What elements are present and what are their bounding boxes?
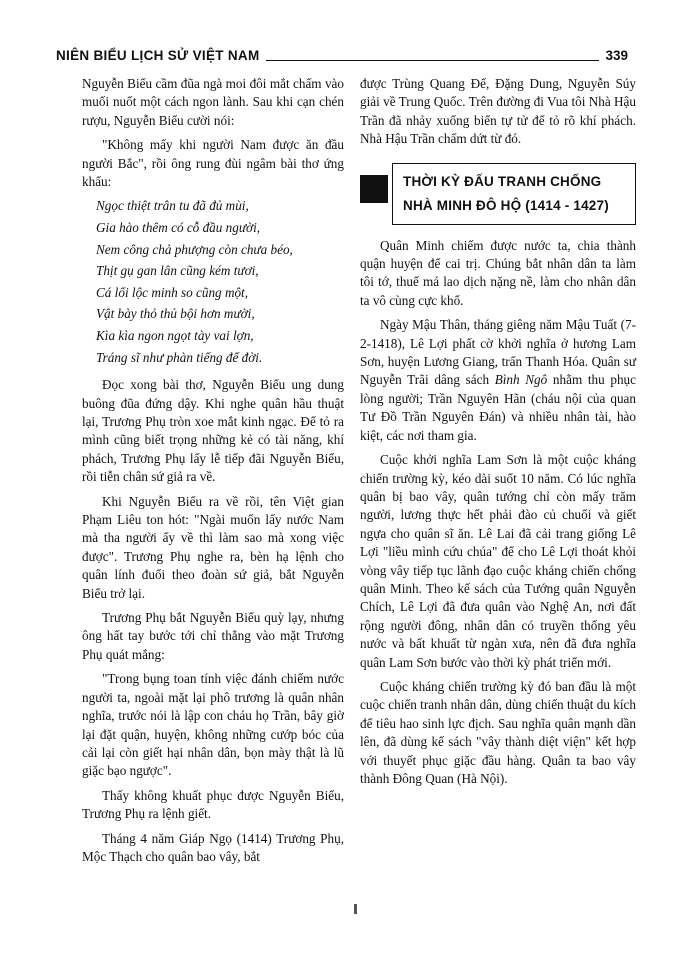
quotation: "Trong bụng toan tính việc đánh chiếm nước người ta, ngoài mặt lại phô trương là quân nhân nghĩa, trước nói là lập con cháu họ Trần, bây giờ lại đặt quận, huyện, không những cướp bóc của cải lại còn giết hại nhân dân, bọn mày thật là lũ giặc bạo ngược". xyxy=(82,671,344,779)
book-title: Bình Ngô xyxy=(494,372,548,388)
page-number: 339 xyxy=(605,48,628,63)
paragraph: Trương Phụ bắt Nguyễn Biểu quỳ lạy, nhưng ông hất tay bước tới chỉ thẳng vào mặt Trương Phụ quát mắng: xyxy=(82,610,344,662)
section-heading xyxy=(360,163,636,229)
paragraph xyxy=(360,316,636,445)
paragraph: Cuộc khởi nghĩa Lam Sơn là một cuộc kháng chiến trường kỳ, kéo dài suốt 10 năm. Có lúc nghĩa quân bị bao vây, quân tướng chỉ còn mấy trăm người, lương thực hết phải đào củ chuối và giết ngựa cho quân sĩ ăn. Lê Lai đã cải trang giống Lê Lợi "liều mình cứu chúa" để cho Lê Lợi thoát khỏi vòng vây tiếp tục lãnh đạo cuộc kháng chiến chống quân Minh. Theo kế sách của Tướng quân Nguyễn Chích, Lê Lợi đã đưa quân vào Nghệ An, nơi đất rộng người đông, nhân dân có truyền thống yêu nước và bất khuất từ ngàn xưa, nên đã đưa nghĩa quân Lam Sơn bước vào thời kỳ phát triển mới. xyxy=(360,452,636,670)
poem-line: Nem công chả phượng còn chưa béo, xyxy=(96,241,293,257)
poem-line: Ngọc thiệt trân tu đã đủ mùi, xyxy=(96,198,249,214)
header-rule xyxy=(266,60,600,61)
right-column xyxy=(360,75,636,794)
poem xyxy=(96,195,344,368)
section-title-line: THỜI KỲ ĐẤU TRANH CHỐNG xyxy=(403,173,602,189)
scan-mark xyxy=(354,904,357,914)
section-title-box xyxy=(392,163,636,225)
paragraph: Quân Minh chiếm được nước ta, chia thành quận huyện để cai trị. Chúng bắt nhân dân ta làm tôi tớ, thuế má lao dịch nặng nề, làm cho nhân dân ta vô cùng cực khổ. xyxy=(360,237,636,308)
section-marker-square xyxy=(360,175,388,203)
poem-line: Kìa kìa ngon ngọt tày vai lợn, xyxy=(96,328,254,343)
text-run: nhằm thu phục lòng người; Trần Nguyên Hãn (cháu nội của quan Tư Đồ Trần Nguyên Đán) và nhiều nhân tài, hào kiệt, các nơi tham gia. xyxy=(360,372,636,443)
paragraph: được Trùng Quang Đế, Đặng Dung, Nguyễn Súy giải về Trung Quốc. Trên đường đi Vua tôi Nhà Hậu Trần đã nhảy xuống biển tự tử để tỏ rõ khí phách. Nhà Hậu Trần chấm dứt từ đó. xyxy=(360,76,636,147)
left-column xyxy=(82,75,344,872)
paragraph: Đọc xong bài thơ, Nguyễn Biểu ung dung buông đũa đứng dậy. Khi nghe quân hầu thuật lại, Trương Phụ tròn xoe mắt kinh ngạc. Để tỏ ra mình cũng biết trọng những kẻ có tài năng, khí phách, Trương Phụ lấy lễ tiếp đãi Nguyễn Biểu, rồi tiễn chân sứ giả ra về. xyxy=(82,377,344,485)
paragraph: Tháng 4 năm Giáp Ngọ (1414) Trương Phụ, Mộc Thạch cho quân bao vây, bắt xyxy=(82,830,344,864)
paragraph: "Không mấy khi người Nam được ăn đầu người Bắc", rồi ông rung đùi ngâm bài thơ ứng khẩu: xyxy=(82,137,344,190)
running-title: NIÊN BIỂU LỊCH SỬ VIỆT NAM xyxy=(56,48,260,63)
text-run: Ngày Mậu Thân, tháng giêng năm Mậu Tuất (7-2-1418), Lê Lợi phất cờ khởi nghĩa ở hương Lam Sơn, huyện Lương Giang, trấn Thanh Hóa. Quân sư Nguyễn Trãi dâng sách xyxy=(360,317,636,388)
poem-line: Tráng sĩ như phàn tiếng để đời. xyxy=(96,349,263,365)
paragraph: Khi Nguyễn Biểu ra về rồi, tên Việt gian Phạm Liêu ton hót: "Ngài muốn lấy nước Nam mà tha người ấy về thì làm sao mà xong việc được". Trương Phụ nghe ra, bèn hạ lệnh cho quân lính đuổi theo đoàn sứ giả, bắt Nguyễn Biểu trở lại. xyxy=(82,493,344,601)
paragraph: Cuộc kháng chiến trường kỳ đó ban đầu là một cuộc chiến tranh nhân dân, dùng chiến thuật du kích để tiêu hao sinh lực địch. Sau nghĩa quân mạnh dần lên, đã dùng kế sách "vây thành diệt viện" kết hợp với thuyết phục giặc đầu hàng. Quân ta bao vây thành Đông Quan (Hà Nội). xyxy=(360,678,636,786)
page-header xyxy=(56,42,628,64)
poem-line: Vật bày thỏ thủ bội hơn mười, xyxy=(96,306,255,322)
paragraph: Nguyễn Biểu cầm đũa ngà moi đôi mắt chấm vào muối nuốt một cách ngon lành. Sau khi cạn chén rượu, Nguyễn Biểu cười nói: xyxy=(82,76,344,128)
section-title-line: NHÀ MINH ĐÔ HỘ (1414 - 1427) xyxy=(403,197,609,213)
poem-line: Gia hào thêm có cỗ đầu người, xyxy=(96,220,261,236)
poem-line: Thịt gụ gan lân cũng kém tươi, xyxy=(96,263,259,279)
poem-line: Cá lối lộc minh so cũng một, xyxy=(96,284,249,300)
paragraph: Thấy không khuất phục được Nguyễn Biểu, Trương Phụ ra lệnh giết. xyxy=(82,787,344,822)
